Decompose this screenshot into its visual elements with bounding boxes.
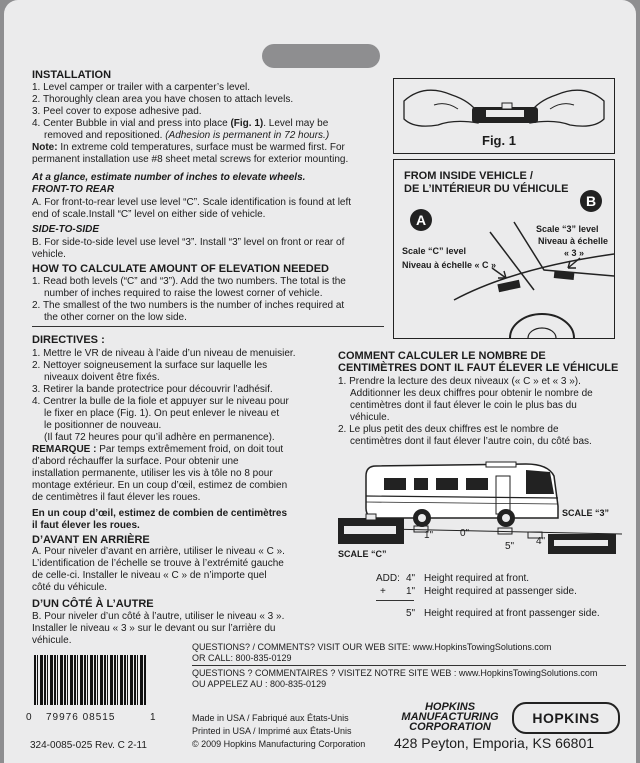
- barcode-digits: 79976 08515: [46, 712, 116, 723]
- remark-5: de centimètres il faut élever les roues.: [32, 492, 201, 503]
- rv-scalec-label: SCALE “C”: [338, 549, 387, 559]
- address: 428 Peyton, Emporia, KS 66801: [394, 735, 595, 751]
- remark-4: montage extérieur. En un coup d’œil, estimez de combien: [32, 480, 288, 491]
- contact-line-3: QUESTIONS ? COMMENTAIRES ? VISITEZ NOTRE SITE WEB : www.HopkinsTowingSolutions.com: [192, 668, 598, 678]
- barcode-digit-1: 1: [150, 712, 156, 723]
- side-text-1: B. For side-to-side level use level “3”. Install “3” level on front or rear of: [32, 237, 345, 248]
- contact-line-1: QUESTIONS? / COMMENTS? VISIT OUR WEB SITE: www.HopkinsTowingSolutions.com: [192, 642, 552, 652]
- cote-heading: D’UN CÔTÉ À L’AUTRE: [32, 598, 154, 610]
- calc-v1: 1": [406, 586, 416, 597]
- barcode: [34, 655, 146, 705]
- rv-num-5: 5": [505, 541, 515, 552]
- part-number: 324-0085-025 Rev. C 2-11: [30, 740, 147, 751]
- calc-t5: Height required at front passenger side.: [424, 608, 600, 619]
- contact-block: [192, 642, 551, 664]
- hang-hole: [262, 44, 380, 68]
- scale3-label-2: Niveau à échelle: [538, 236, 609, 246]
- barcode-digit-0: 0: [26, 712, 32, 723]
- side-heading: SIDE-TO-SIDE: [32, 224, 100, 235]
- inside-vehicle-box: [393, 159, 615, 339]
- install-step-4: 4. Center Bubble in vial and press into place (Fig. 1). Level may be: [32, 118, 329, 129]
- scale3-label-1: Scale “3” level: [536, 224, 599, 234]
- marker-b: B: [580, 190, 602, 212]
- contact-line-2: OR CALL: 800-835-0129: [192, 653, 292, 663]
- dashboard-illustration: [394, 160, 614, 338]
- directive-2b: niveaux doivent être fixés.: [44, 372, 160, 383]
- rv-num-1: 1": [424, 530, 434, 541]
- directive-4b: le fixer en place (Fig. 1). On peut enlever le niveau et: [44, 408, 280, 419]
- calc-heading: HOW TO CALCULATE AMOUNT OF ELEVATION NEEDED: [32, 263, 329, 275]
- calc-step-2b: the other corner on the low side.: [44, 312, 187, 323]
- contact-divider: [192, 665, 626, 666]
- directive-1: 1. Mettre le VR de niveau à l’aide d’un niveau de menuisier.: [32, 348, 296, 359]
- install-note-2: permanent installation use #8 sheet metal screws for exterior mounting.: [32, 154, 349, 165]
- rv-scale3-label: SCALE “3”: [562, 508, 610, 518]
- comment-heading-2: CENTIMÈTRES DONT IL FAUT ÉLEVER LE VÉHICULE: [338, 362, 619, 374]
- avant-lines: A. Pour niveler d’avant en arrière, utiliser le niveau « C ». L’identification de l’échelle se trouve à l’extrémité gauche de celle-ci. Installer le niveau « C » de n’importe quel côté du véhicule.: [32, 546, 285, 593]
- directive-4d: (Il faut 72 heures pour qu’il adhère en permanence).: [44, 432, 275, 443]
- rv-num-4: 4": [536, 536, 546, 547]
- side-text-2: vehicle.: [32, 249, 66, 260]
- scalec-label-2: Niveau à échelle « C »: [402, 260, 497, 270]
- remark-2: d’abord réchauffer la surface. Pour obtenir une: [32, 456, 239, 467]
- calc-v4: 4": [406, 573, 416, 584]
- fig1-label: Fig. 1: [482, 133, 516, 148]
- install-note: Note: In extreme cold temperatures, surface must be warmed first. For: [32, 142, 345, 153]
- remark-3: installation permanente, utiliser les vis à tôle no 8 pour: [32, 468, 273, 479]
- calc-t4: Height required at front.: [424, 573, 530, 584]
- calc-v5: 5": [406, 608, 416, 619]
- calc-step-1b: number of inches required to raise the lowest corner of vehicle.: [44, 288, 323, 299]
- rv-num-0: 0": [460, 528, 470, 539]
- calc-plus: +: [380, 586, 386, 597]
- directives-lines: [32, 348, 332, 504]
- fig1-box: [393, 78, 615, 154]
- avant-heading: D’AVANT EN ARRIÈRE: [32, 534, 150, 546]
- inside-title-1: FROM INSIDE VEHICLE /: [404, 170, 533, 182]
- comment-heading-1: COMMENT CALCULER LE NOMBRE DE: [338, 350, 546, 362]
- section-divider: [32, 326, 384, 327]
- front-text-1: A. For front-to-rear level use level “C”. Scale identification is found at left: [32, 197, 352, 208]
- calc-sum-rule: [376, 600, 414, 601]
- hopkins-logo-text: HOPKINS: [532, 710, 600, 726]
- calc-add: ADD:: [376, 573, 400, 584]
- glance-text: At a glance, estimate number of inches to elevate wheels.: [32, 172, 306, 183]
- calc-steps: [32, 276, 392, 324]
- directives-heading: DIRECTIVES :: [32, 334, 105, 346]
- hopkins-logo: [512, 702, 620, 734]
- front-text-2: end of scale.Install “C” level on either side of vehicle.: [32, 209, 266, 220]
- directive-3: 3. Retirer la bande protectrice pour découvrir l’adhésif.: [32, 384, 273, 395]
- front-heading: FRONT-TO REAR: [32, 184, 115, 195]
- scalec-label-1: Scale “C” level: [402, 246, 467, 256]
- glance-fr: En un coup d’œil, estimez de combien de centimètres il faut élever les roues.: [32, 508, 288, 531]
- comment-lines: 1. Prendre la lecture des deux niveaux (« C » et « 3 »). Additionner les deux chiffres pour obtenir le nombre de centimètres dont il faut élever le coin le plus bas du véhicule. 2. Le plus petit des deux chiffres est le nombre de centimètres dont il faut élever l’autre coin, du côté bas.: [338, 376, 593, 447]
- contact-block-fr: [192, 668, 597, 690]
- installation-steps: [32, 82, 392, 166]
- calc-t1: Height required at passenger side.: [424, 586, 577, 597]
- company-name: HOPKINS MANUFACTURING CORPORATION: [401, 701, 499, 733]
- calc-step-2: 2. The smallest of the two numbers is the number of inches required at: [32, 300, 345, 311]
- scale3-label-3: « 3 »: [564, 248, 585, 258]
- install-step-4b: removed and repositioned. (Adhesion is permanent in 72 hours.): [44, 130, 330, 141]
- directive-4: 4. Centrer la bulle de la fiole et appuyer sur le niveau pour: [32, 396, 289, 407]
- directive-4c: le positionner de nouveau.: [44, 420, 162, 431]
- contact-line-4: OU APPELEZ AU : 800-835-0129: [192, 679, 327, 689]
- remark-line: REMARQUE : Par temps extrêmement froid, on doit tout: [32, 444, 284, 455]
- marker-a: A: [410, 209, 432, 231]
- cote-lines: B. Pour niveler d’un côté à l’autre, utiliser le niveau « 3 ». Installer le niveau « 3 » sur le devant ou sur l’arrière du véhicule.: [32, 611, 285, 646]
- install-step-1: 1. Level camper or trailer with a carpenter’s level.: [32, 82, 251, 93]
- install-step-2: 2. Thoroughly clean area you have chosen to attach levels.: [32, 94, 294, 105]
- install-step-3: 3. Peel cover to expose adhesive pad.: [32, 106, 202, 117]
- installation-heading: INSTALLATION: [32, 69, 112, 81]
- inside-title-2: DE L’INTÉRIEUR DU VÉHICULE: [404, 183, 569, 195]
- directive-2: 2. Nettoyer soigneusement la surface sur laquelle les: [32, 360, 268, 371]
- made-in: Made in USA / Fabriqué aux États-Unis Printed in USA / Imprimé aux États-Unis © 2009 Hopkins Manufacturing Corporation: [192, 713, 366, 749]
- calc-step-1: 1. Read both levels (“C” and “3”). Add the two numbers. The total is the: [32, 276, 346, 287]
